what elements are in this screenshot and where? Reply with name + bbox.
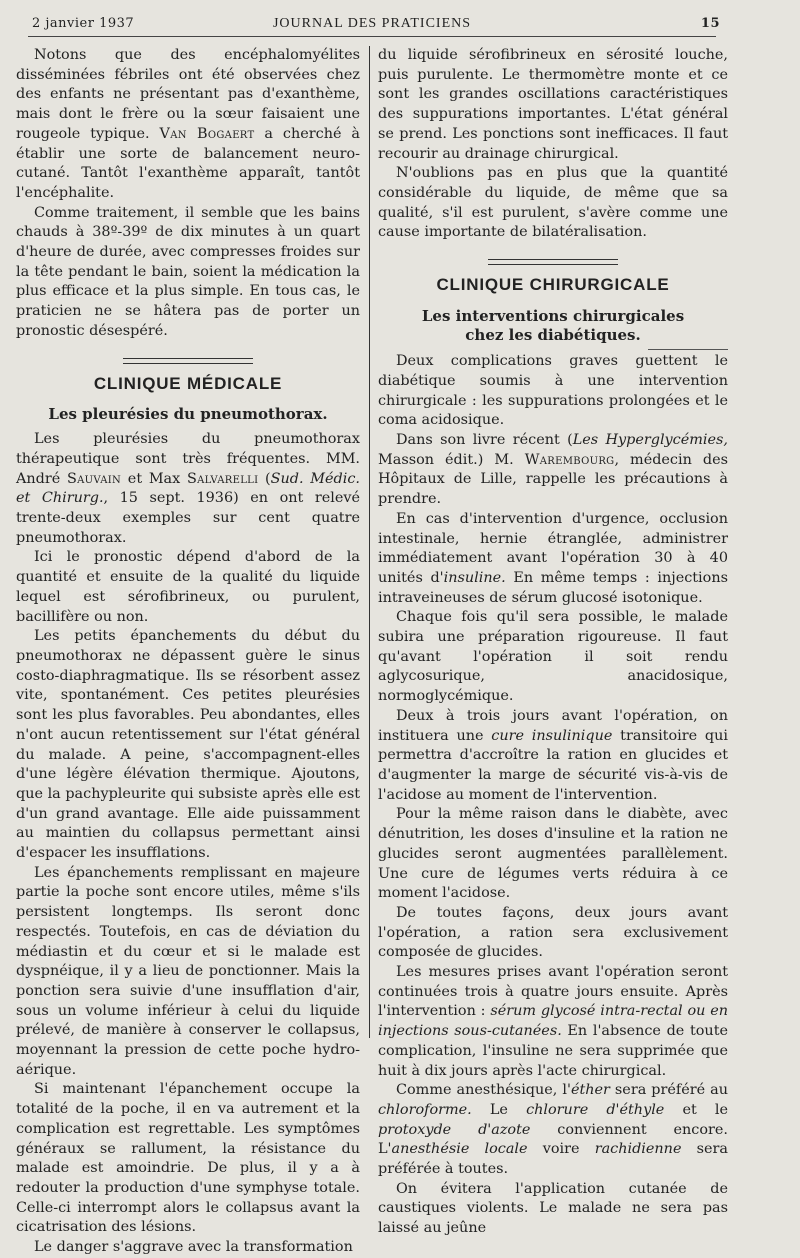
journal-title: JOURNAL DES PRATICIENS [272,16,472,31]
left-column [16,46,360,1258]
paragraph: du liquide sérofibrineux en sérosité louche, puis purulente. Le thermomètre monte et ce sont les grandes oscillations caractéristiques des suppurations importantes. L'état général se prend. Les ponctions sont inefficaces. Il faut recourir au drainage chirurgical. [378,47,728,162]
book-title: Les Hyperglycémies, [572,432,728,449]
page-header [28,14,720,37]
paragraph: Comme traitement, il semble que les bains chauds à 38º-39º de dix minutes à un quart d'heure de durée, avec compresses froides sur la tête pendant le bain, soient la médication la plus efficace et la plus simple. En tous cas, le praticien ne se hâtera pas de porter un pronostic désespéré. [16,204,360,339]
author-name: Sauvain [67,470,122,487]
paragraph: Les pleurésies du pneumothorax thérapeutique sont très fréquentes. MM. André Sauvain et Max Salvarelli (Sud. Médic. et Chirurg., 15 sept. 1936) en ont relevé trente-deux exemples sur cent quatre pneumothorax. [16,431,361,546]
author-name: Van Bogaert [159,125,255,142]
source-citation: Sud. Médic. et Chirurg. [16,470,361,507]
paragraph: On évitera l'application cutanée de caustiques violents. Le malade ne sera pas laissé au jeûne [378,1180,728,1237]
column-divider [369,46,370,1038]
article-rule [648,349,728,351]
section-title: CLINIQUE CHIRURGICALE [436,275,670,295]
paragraph: Pour la même raison dans le diabète, avec dénutrition, les doses d'insuline et la ration ne glucides seront augmentées parallèlement. Une cure de légumes verts réduira à ce moment l'acidose. [378,806,728,902]
paragraph: Deux complications graves guettent le diabétique soumis à une intervention chirurgicale : les suppurations prolongées et le coma acidosique. [378,353,728,429]
paragraph: Les épanchements remplissant en majeure partie la poche sont encore utiles, même s'ils persistent longtemps. Ils seront donc respectés. Toutefois, en cas de déviation du médiastin et du cœur et si le malade est dyspnéique, il y a lieu de ponctionner. Mais la ponction sera suivie d'une insufflation d'air, sous un volume inférieur à celui du liquide prélevé, de manière à conserver le collapsus, moyennant la pression de cette poche hydro-aérique. [16,864,360,1078]
paragraph: Les mesures prises avant l'opération seront continuées trois à quatre jours ensuite. Après l'intervention : sérum glycosé intra-rectal ou en injections sous-cutanées. En l'absence de toute complication, l'insuline ne sera supprimée que huit à dix jours après l'acte chirurgical. [378,964,728,1079]
paragraph: Dans son livre récent (Les Hyperglycémies, Masson édit.) M. Warembourg, médecin des Hôpitaux de Lille, rappelle les précautions à prendre. [378,432,728,508]
paragraph: En cas d'intervention d'urgence, occlusion intestinale, hernie étranglée, administrer immédiatement avant l'opération 30 à 40 unités d'insuline. En même temps : injections intraveineuses de sérum glucosé isotonique. [378,510,728,606]
paragraph: Ici le pronostic dépend d'abord de la quantité et ensuite de la qualité du liquide lequel est sérofibrineux, ou purulent, bacillifère ou non. [16,549,360,625]
author-name: Warembourg [524,451,615,468]
paragraph: Deux à trois jours avant l'opération, on instituera une cure insulinique transitoire qui permettra d'accroître la ration en glucides et d'augmenter la marge de sécurité vis-à-vis de l'acidose au moment de l'intervention. [378,707,728,803]
article-title: Les pleurésies du pneumothorax. [48,405,328,424]
section-rule [123,358,253,364]
paragraph: Notons que des encéphalomyélites disséminées fébriles ont été observées chez des enfants ne présentant pas d'exanthème, mais dont le frère ou la sœur faisaient une rougeole typique. Van Bogaert a cherché à établir une sorte de balancement neuro-cutané. Tantôt l'exanthème apparaît, tantôt l'encéphalite. [16,47,360,201]
page-number: 15 [700,16,720,31]
section-title: CLINIQUE MÉDICALE [93,373,283,393]
section-heading-surgical [378,259,728,295]
paragraph: Le danger s'aggrave avec la transformation [34,1239,353,1256]
article-title: Les interventions chirurgicales chez les diabétiques. [421,306,685,344]
paragraph: De toutes façons, deux jours avant l'opération, a ration sera exclusivement composée de glucides. [378,904,728,961]
right-column [378,46,728,1239]
section-heading-medical [16,358,360,394]
author-name: Salvarelli [186,470,259,487]
issue-date: 2 janvier 1937 [32,16,135,31]
section-rule [488,259,618,265]
paragraph: Chaque fois qu'il sera possible, le malade subira une préparation rigoureuse. Il faut qu'avant l'opération il soit rendu aglycosurique, anacidosique, normoglycémique. [378,609,728,705]
paragraph: Comme anesthésique, l'éther sera préféré au chloroforme. Le chlorure d'éthyle et le protoxyde d'azote conviennent encore. L'anesthésie locale voire rachidienne sera préférée à toutes. [378,1082,729,1178]
paragraph: Les petits épanchements du début du pneumothorax ne dépassent guère le sinus costo-diaphragmatique. Ils se résorbent assez vite, spontanément. Ces petites pleurésies sont les plus favorables. Peu abondantes, elles n'ont aucun retentissement sur l'état général du malade. A peine, s'accompagnent-elles d'une légère élévation thermique. Ajoutons, que la pachypleurite qui subsiste après elle est d'un grand avantage. Elle aide puissamment au maintien du collapsus permettant ainsi d'espacer les insufflations. [16,628,360,862]
paragraph: N'oublions pas en plus que la quantité considérable du liquide, de même que sa qualité, s'il est purulent, s'avère comme une cause importante de bilatéralisation. [378,165,728,241]
paragraph: Si maintenant l'épanchement occupe la totalité de la poche, il en va autrement et la complication est regrettable. Les symptômes généraux se rallument, la résistance du malade est amoindrie. De plus, il y a à redouter la production d'une symphyse totale. Celle-ci interrompt alors le collapsus avant la cicatrisation des lésions. [16,1081,360,1236]
